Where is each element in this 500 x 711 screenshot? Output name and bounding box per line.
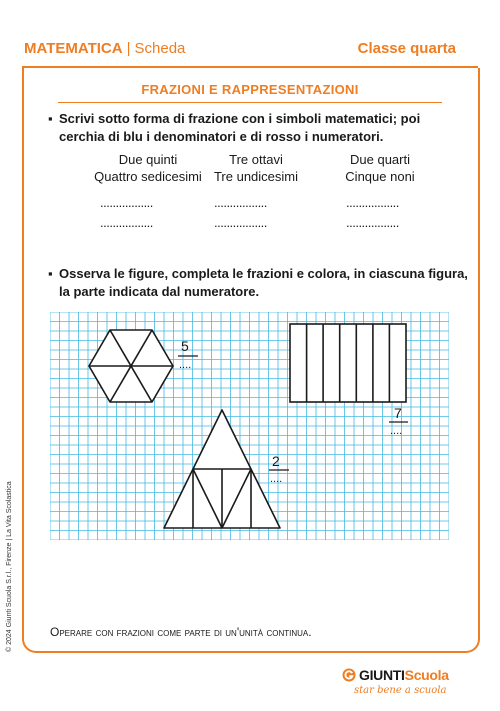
title-underline [58,102,442,103]
fraction-words-col-2 [196,151,316,185]
logo-brand: GIUNTI [359,667,405,683]
rectangle-figure[interactable] [290,324,406,402]
instruction-2-text: Osserva le figure, completa le frazioni e colora, in ciascuna figura, la parte indicata dal numeratore. [59,266,468,299]
fraction-word: Cinque noni [345,169,415,184]
publisher-logo [342,667,458,703]
answer-blank[interactable]: ................. [100,215,153,230]
worksheet-title: FRAZIONI E RAPPRESENTAZIONI [141,82,359,97]
fraction-numerator: 7 [394,405,402,421]
copyright-notice: © 2024 Giunti Scuola S.r.l., Firenze | La Vita Scolastica [6,481,13,652]
logo-tagline: star bene a scuola [354,685,447,696]
bullet-icon: ▪ [48,266,53,281]
fraction-word: Tre ottavi [229,152,283,167]
fraction-numerator: 2 [272,453,280,469]
answer-blank[interactable]: ................. [100,195,153,210]
fraction-denominator-blank[interactable]: .... [179,359,192,371]
fraction-word: Due quarti [350,152,410,167]
fraction-numerator: 5 [181,338,189,354]
answer-blank[interactable]: ................. [214,195,267,210]
fraction-word: Due quinti [118,152,178,167]
triangle-fraction [269,453,289,485]
answer-blank[interactable]: ................. [214,215,267,230]
triangle-figure[interactable] [164,410,283,528]
fraction-denominator-blank[interactable]: .... [390,425,403,437]
grade-label: Classe quarta [357,40,456,57]
fraction-word: Quattro sedicesimi [94,169,202,184]
instruction-1 [48,110,468,146]
learning-objective: Operare con frazioni come parte di un'unità continua. [50,625,312,639]
logo-wordmark [359,667,449,683]
bullet-icon: ▪ [48,111,53,126]
page-header [24,40,456,64]
giunti-g-icon [342,668,356,682]
answer-blank[interactable]: ................. [346,195,399,210]
header-separator: | [126,40,131,57]
hexagon-fraction [178,338,198,371]
logo-brand-2: Scuola [404,667,449,683]
fraction-words-col-3 [320,151,440,185]
answer-blank[interactable]: ................. [346,215,399,230]
fraction-denominator-blank[interactable]: .... [270,473,283,485]
instruction-2 [48,265,468,301]
figures-grid [50,312,449,540]
subject-name: MATEMATICA [24,40,123,57]
subject-label [24,40,185,57]
sheet-kind: Scheda [134,40,186,57]
instruction-1-text: Scrivi sotto forma di frazione con i simboli matematici; poi cerchia di blu i denominatori e di rosso i numeratori. [59,111,421,144]
fraction-words-col-1 [88,151,208,185]
fraction-word: Tre undicesimi [213,169,299,184]
